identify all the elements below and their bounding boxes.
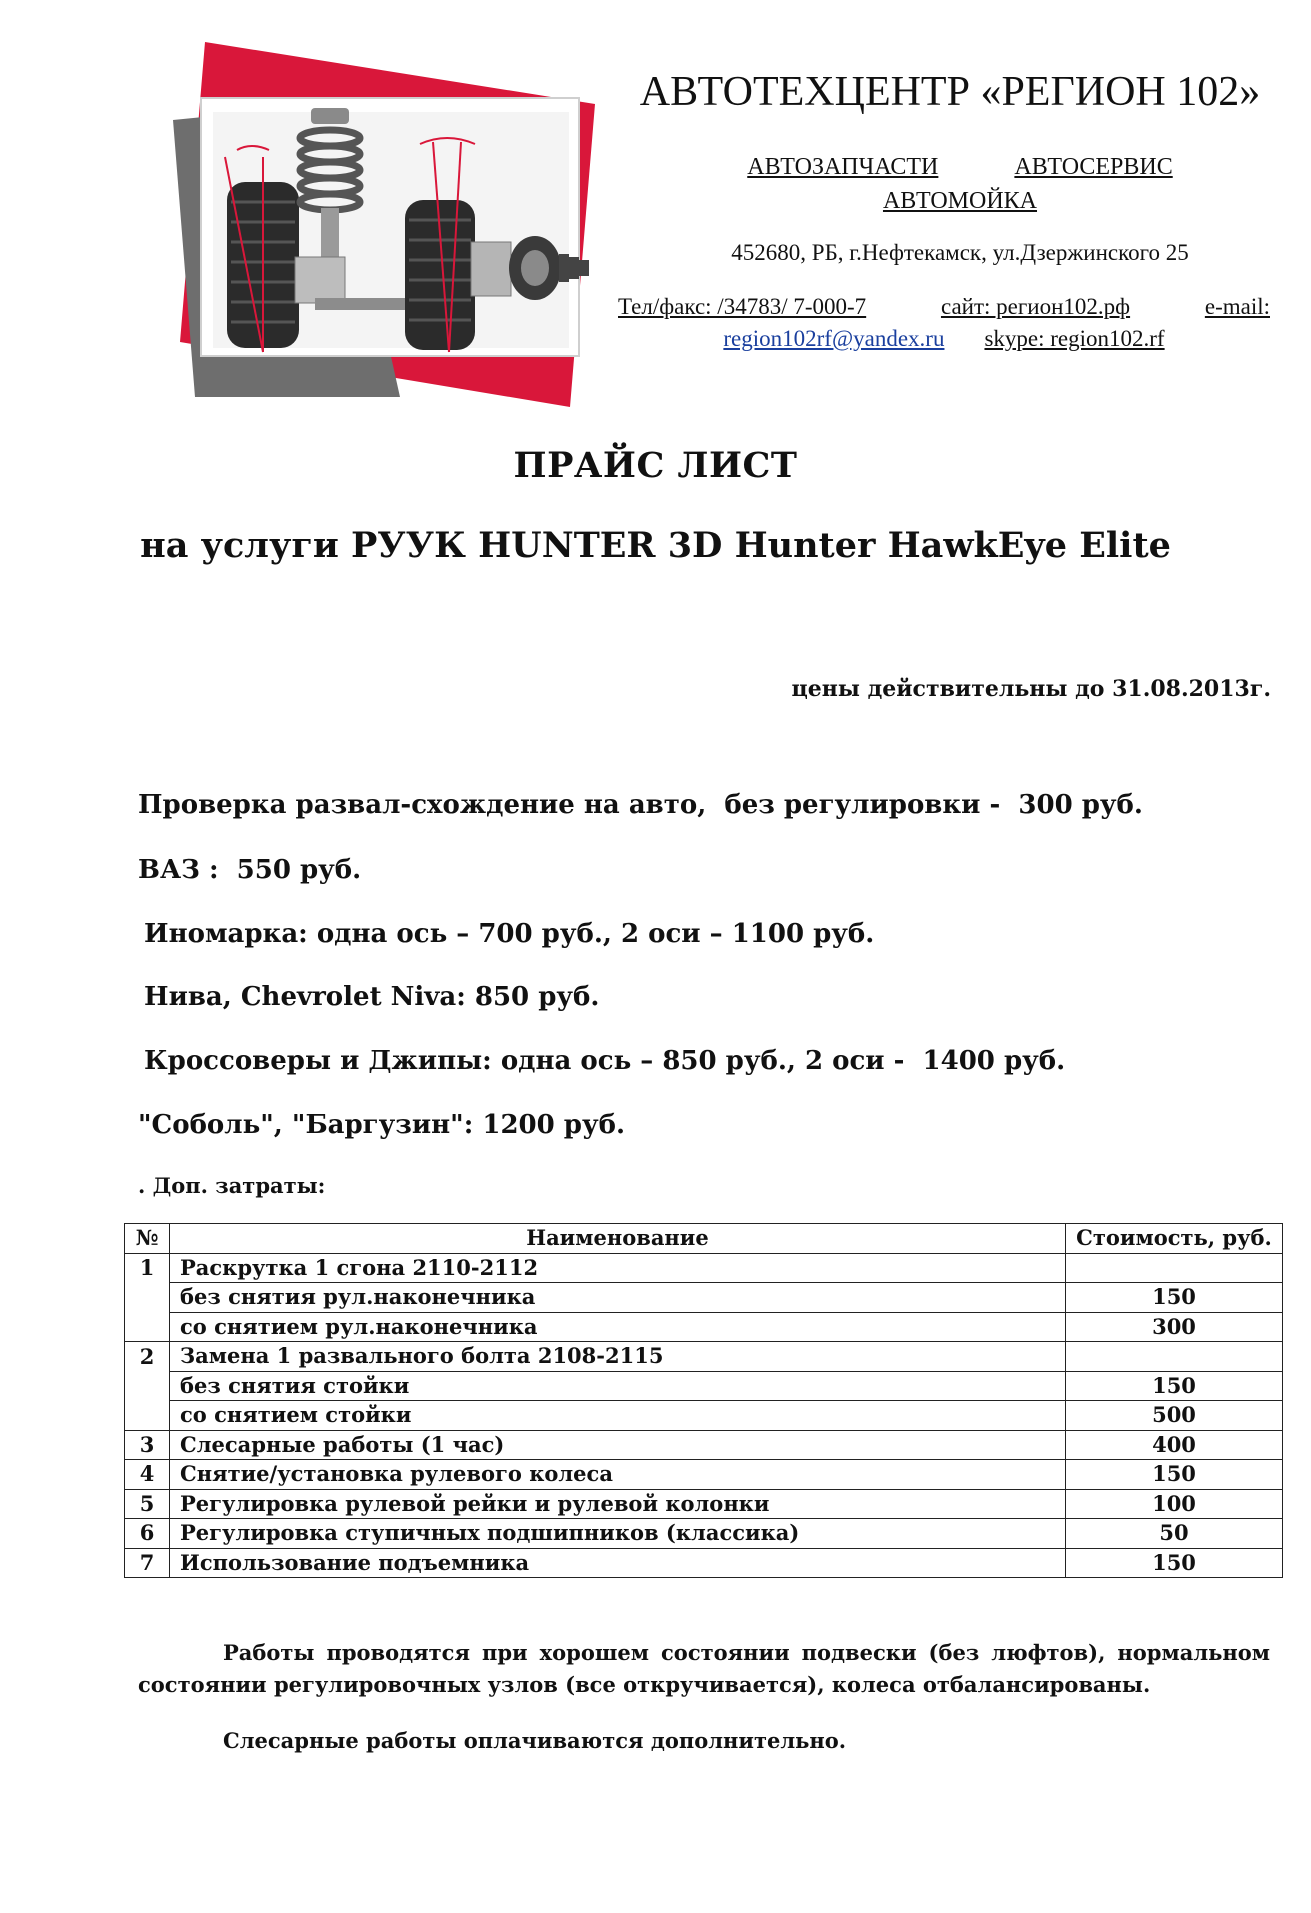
row-number: 5 [125, 1489, 170, 1519]
page-title: ПРАЙС ЛИСТ [513, 445, 798, 486]
row-name: Использование подъемника [170, 1548, 1066, 1578]
division-wash: АВТОМОЙКА [882, 188, 1038, 214]
row-number [125, 1371, 170, 1401]
table-row [125, 1371, 1283, 1401]
row-price: 50 [1066, 1519, 1283, 1549]
row-price: 150 [1066, 1548, 1283, 1578]
company-logo [165, 42, 605, 407]
row-name: со снятием стойки [170, 1401, 1066, 1431]
email-label: e-mail: [1204, 294, 1270, 319]
row-number [125, 1312, 170, 1342]
price-line-vaz: ВАЗ : 550 руб. [138, 855, 362, 885]
table-row [125, 1253, 1283, 1283]
row-number [125, 1283, 170, 1313]
price-line-niva: Нива, Chevrolet Niva: 850 руб. [144, 982, 600, 1012]
row-number [125, 1401, 170, 1431]
company-name: АВТОТЕХЦЕНТР «РЕГИОН 102» [639, 69, 1261, 115]
row-price [1066, 1253, 1283, 1283]
extra-costs-table [124, 1223, 1283, 1578]
division-parts: АВТОЗАПЧАСТИ [747, 154, 939, 180]
header-number: № [125, 1224, 170, 1254]
contacts-line-2 [618, 326, 1270, 352]
header-name: Наименование [170, 1224, 1066, 1254]
table-row [125, 1342, 1283, 1372]
row-price: 100 [1066, 1489, 1283, 1519]
row-price: 150 [1066, 1283, 1283, 1313]
row-name: Слесарные работы (1 час) [170, 1430, 1066, 1460]
row-price [1066, 1342, 1283, 1372]
row-name: Регулировка рулевой рейки и рулевой колонки [170, 1489, 1066, 1519]
extra-payment-note: Слесарные работы оплачиваются дополнительно. [223, 1728, 847, 1753]
row-number: 4 [125, 1460, 170, 1490]
row-name: Раскрутка 1 сгона 2110-2112 [170, 1253, 1066, 1283]
row-price: 150 [1066, 1460, 1283, 1490]
row-price: 500 [1066, 1401, 1283, 1431]
row-name: без снятия рул.наконечника [170, 1283, 1066, 1313]
table-header-row [125, 1224, 1283, 1254]
skype-contact: skype: region102.rf [984, 326, 1165, 351]
extra-costs-label: . Доп. затраты: [138, 1173, 326, 1198]
email-link[interactable]: region102rf@yandex.ru [723, 326, 945, 351]
row-price: 150 [1066, 1371, 1283, 1401]
table-row [125, 1460, 1283, 1490]
row-price: 300 [1066, 1312, 1283, 1342]
table-row [125, 1548, 1283, 1578]
row-price: 400 [1066, 1430, 1283, 1460]
table-row [125, 1283, 1283, 1313]
company-divisions [600, 150, 1311, 218]
price-validity-note: цены действительны до 31.08.2013г. [791, 676, 1271, 702]
website[interactable]: сайт: регион102.рф [940, 294, 1131, 319]
row-name: Снятие/установка рулевого колеса [170, 1460, 1066, 1490]
company-address: 452680, РБ, г.Нефтекамск, ул.Дзержинского 25 [731, 240, 1189, 265]
table-row [125, 1401, 1283, 1431]
row-name: без снятия стойки [170, 1371, 1066, 1401]
table-row [125, 1489, 1283, 1519]
price-line-foreign: Иномарка: одна ось – 700 руб., 2 оси – 1100 руб. [144, 919, 875, 949]
row-name: со снятием рул.наконечника [170, 1312, 1066, 1342]
division-service: АВТОСЕРВИС [1014, 154, 1173, 180]
row-number: 1 [125, 1253, 170, 1283]
table-row [125, 1519, 1283, 1549]
header-price: Стоимость, руб. [1066, 1224, 1283, 1254]
price-line-check: Проверка развал-схождение на авто, без регулировки - 300 руб. [138, 790, 1143, 820]
conditions-note: Работы проводятся при хорошем состоянии подвески (без люфтов), нормальном состоянии регулировочных узлов (все откручивается), колеса отбалансированы. [138, 1640, 1270, 1697]
page-subtitle: на услуги РУУК HUNTER 3D Hunter HawkEye Elite [140, 525, 1171, 566]
row-name: Замена 1 развального болта 2108-2115 [170, 1342, 1066, 1372]
table-row [125, 1430, 1283, 1460]
row-number: 3 [125, 1430, 170, 1460]
row-number: 6 [125, 1519, 170, 1549]
price-line-sobol: "Соболь", "Баргузин": 1200 руб. [138, 1110, 625, 1140]
table-row [125, 1312, 1283, 1342]
contacts-line [618, 294, 1270, 320]
price-line-crossover: Кроссоверы и Джипы: одна ось – 850 руб., 2 оси - 1400 руб. [144, 1046, 1066, 1076]
row-number: 7 [125, 1548, 170, 1578]
row-number: 2 [125, 1342, 170, 1372]
row-name: Регулировка ступичных подшипников (классика) [170, 1519, 1066, 1549]
phone-fax: Тел/факс: /34783/ 7-000-7 [618, 294, 867, 319]
